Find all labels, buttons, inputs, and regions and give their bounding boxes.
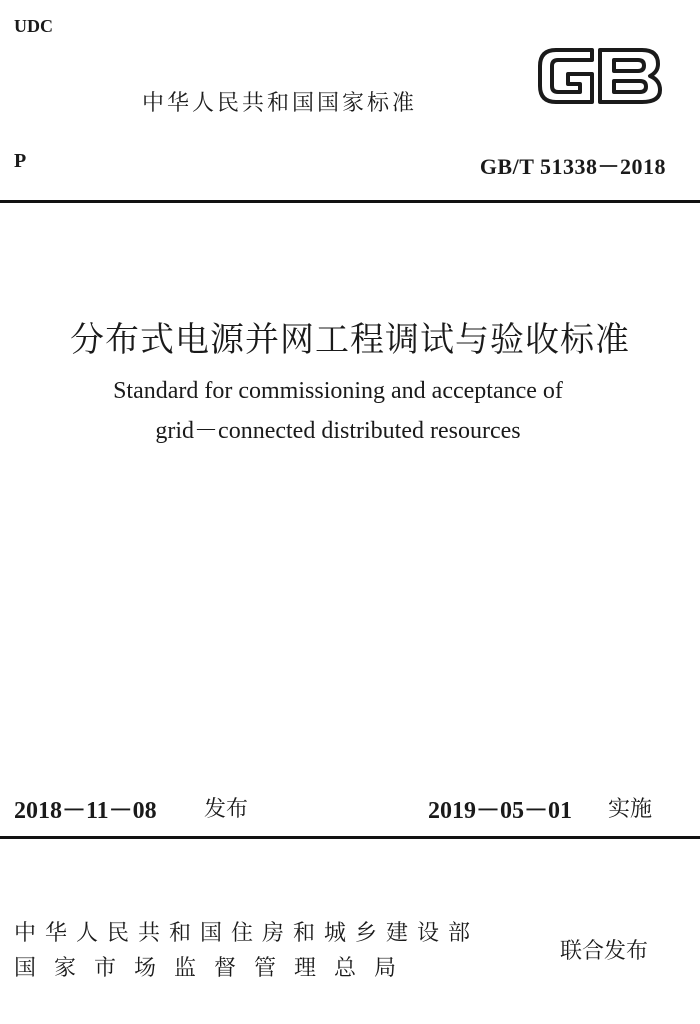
implementation-date: 2019－05－01 [428,798,572,824]
udc-label: UDC [14,16,53,36]
gb-logo [534,40,666,112]
standard-number: GB/T 51338－2018 [479,154,666,179]
national-standard-heading: 中华人民共和国国家标准 [142,91,418,116]
title-english-line1: Standard for commissioning and acceptance of [113,378,563,404]
category-code: P [14,150,27,172]
implementation-label: 实施 [608,797,653,822]
title-english-line2: grid－connected distributed resources [155,418,521,444]
issuer-administration: 国家市场监督管理总局 [14,956,415,981]
issuer-ministry: 中华人民共和国住房和城乡建设部 [14,921,480,946]
bottom-divider [0,836,700,839]
issue-date: 2018－11－08 [14,798,157,824]
joint-issue-label: 联合发布 [560,939,649,964]
title-chinese: 分布式电源并网工程调试与验收标准 [70,322,630,359]
issue-label: 发布 [204,797,249,822]
top-divider [0,200,700,203]
